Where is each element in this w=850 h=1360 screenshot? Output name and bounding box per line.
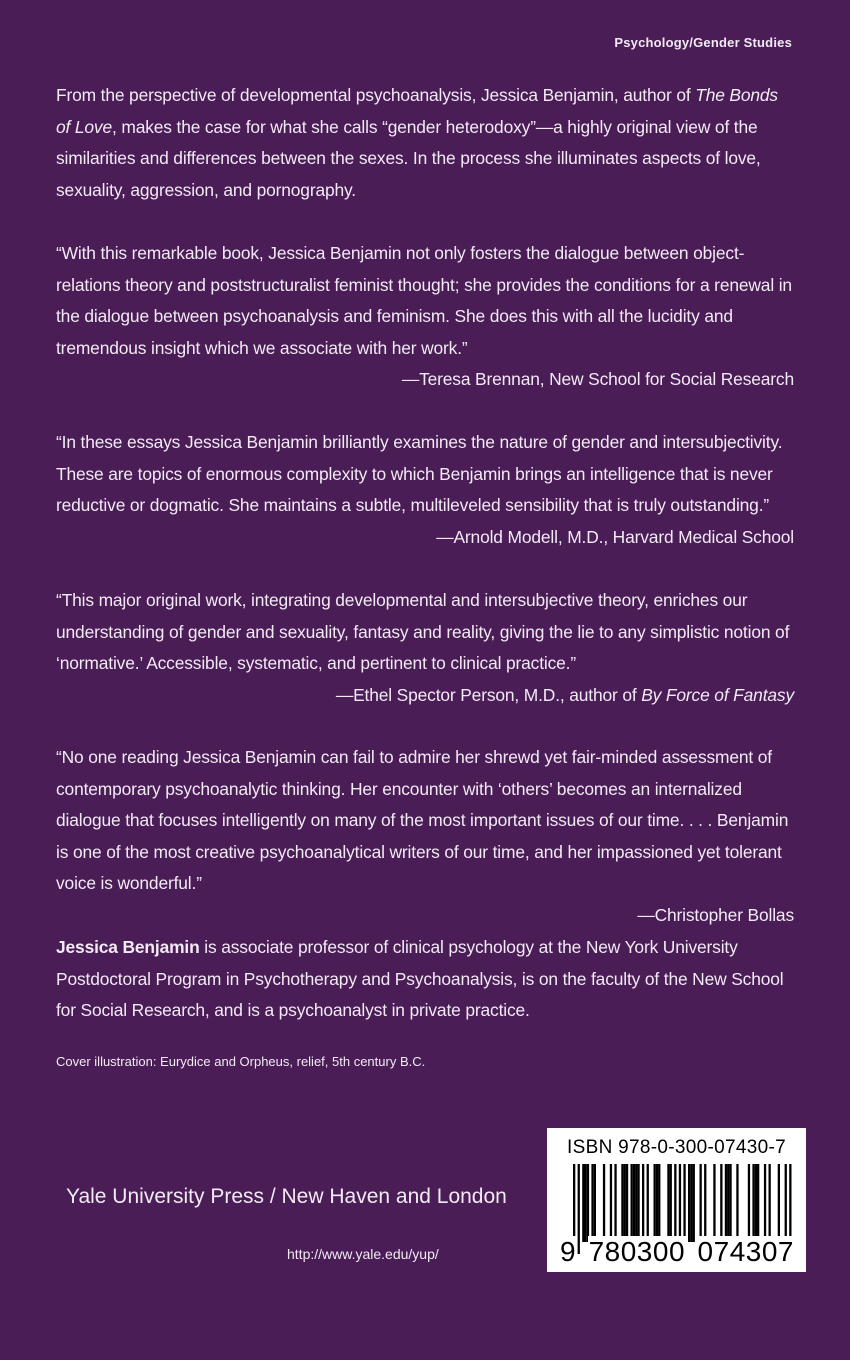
barcode-bar: [582, 1164, 584, 1242]
barcode-bar: [764, 1164, 766, 1242]
barcode-bar: [688, 1164, 690, 1242]
barcode-bar: [667, 1164, 669, 1242]
barcode-digits-right: 074307: [697, 1236, 794, 1267]
quote-block: [56, 585, 794, 711]
barcode-digits: [559, 1236, 795, 1268]
barcode-bar: [591, 1164, 593, 1242]
intro-text-after: , makes the case for what she calls “gender heterodoxy”—a highly original view of the similarities and differences between the sexes. In the process she illuminates aspects of love, sexuality, aggression, and pornography.: [56, 116, 761, 200]
barcode-bar: [621, 1164, 623, 1242]
quote-attribution: —Arnold Modell, M.D., Harvard Medical School: [436, 526, 794, 547]
quote-attribution: —Teresa Brennan, New School for Social Research: [401, 369, 794, 389]
barcode-bar: [720, 1164, 722, 1242]
barcode-digits-left: 780300: [588, 1236, 686, 1267]
barcode-bar: [693, 1164, 695, 1242]
quote-attribution: —Christopher Bollas: [637, 904, 794, 925]
barcode-bar: [594, 1164, 596, 1242]
barcode-bar: [656, 1164, 658, 1242]
intro-text-before: From the perspective of developmental psychoanalysis, Jessica Benjamin, author of: [56, 85, 696, 105]
quote-block: [56, 427, 794, 553]
barcode-bar: [769, 1164, 771, 1242]
barcode-bar: [642, 1164, 644, 1242]
barcode-digit-first: 9: [560, 1236, 577, 1267]
author-bio: [56, 932, 794, 1027]
barcode-bar: [658, 1164, 660, 1242]
barcode-bar: [626, 1164, 628, 1242]
quote-text: “In these essays Jessica Benjamin brilliantly examines the nature of gender and intersubjectivity. These are topics of enormous complexity to which Benjamin brings an intelligence that is never reductive or dogmatic. She maintains a subtle, multileveled sensibility that is truly outstanding.”: [56, 432, 783, 515]
barcode-bar: [752, 1164, 754, 1242]
barcode-bar: [647, 1164, 649, 1242]
barcode-bar: [727, 1164, 729, 1242]
cover-credit: Cover illustration: Eurydice and Orpheus, relief, 5th century B.C.: [56, 1054, 426, 1069]
quote-text: “This major original work, integrating developmental and intersubjective theory, enriches our understanding of gender and sexuality, fantasy and reality, giving the lie to any simplistic notion of ‘normative.’ Accessible, systematic, and pertinent to clinical practice.”: [56, 590, 790, 673]
intro-book-title: The Bonds of Love: [56, 85, 778, 137]
barcode-bar: [700, 1164, 702, 1242]
barcode-bar: [635, 1164, 637, 1242]
quote-text: “With this remarkable book, Jessica Benjamin not only fosters the dialogue between object-relations theory and poststructuralist feminist thought; she provides the conditions for a renewal in the dialogue between psychoanalysis and feminism. She does this with all the lucidity and tremendous insight which we associate with her work.”: [56, 243, 792, 358]
barcode-bar: [674, 1164, 676, 1242]
attribution-book-title: By Force of Fantasy: [641, 684, 794, 705]
barcode-bar: [725, 1164, 727, 1242]
category-label: Psychology/Gender Studies: [614, 35, 792, 50]
publisher-url: http://www.yale.edu/yup/: [287, 1246, 439, 1262]
barcode-bar: [729, 1164, 731, 1242]
barcode-panel: [547, 1128, 806, 1272]
attribution-prefix: —Ethel Spector Person, M.D., author of: [335, 684, 642, 705]
barcode-bar: [610, 1164, 612, 1242]
author-bio-text: is associate professor of clinical psychology at the New York University Postdoctoral Program in Psychotherapy and Psychoanalysis, is on the faculty of the New School for Social Research, and is a psychoanalyst in private practice.: [56, 937, 784, 1020]
barcode-bar: [670, 1164, 672, 1242]
publisher-line: Yale University Press / New Haven and London: [66, 1185, 507, 1208]
barcode-bar: [654, 1164, 656, 1242]
barcode-bar: [633, 1164, 635, 1242]
barcode-bar: [757, 1164, 759, 1242]
intro-paragraph: [56, 80, 794, 206]
barcode-bar: [736, 1164, 738, 1242]
barcode-bar: [603, 1164, 605, 1242]
isbn-label: ISBN 978-0-300-07430-7: [567, 1137, 786, 1158]
author-name: Jessica Benjamin: [56, 937, 200, 957]
barcode-bar: [637, 1164, 639, 1242]
barcode-bar: [585, 1164, 587, 1242]
quote-attribution: [56, 680, 794, 712]
barcode-bar: [748, 1164, 750, 1242]
barcode-bar: [713, 1164, 715, 1242]
barcode-bar: [614, 1164, 616, 1242]
barcode-bar: [587, 1164, 589, 1242]
barcode-bar: [778, 1164, 780, 1242]
barcode-bar: [755, 1164, 757, 1242]
quote-block: [56, 742, 794, 931]
quote-text: “No one reading Jessica Benjamin can fail to admire her shrewd yet fair-minded assessment of contemporary psychoanalytic thinking. Her encounter with ‘others’ becomes an internalized dialogue that focuses intelligently on many of the most important issues of our time. . . . Benjamin is one of the most creative psychoanalytical writers of our time, and her impassioned yet tolerant voice is wonderful.”: [56, 747, 789, 893]
barcode-bar: [624, 1164, 626, 1242]
quote-block: [56, 238, 794, 396]
barcode-bar: [704, 1164, 706, 1242]
barcode-bar: [690, 1164, 692, 1242]
barcode-bar: [631, 1164, 633, 1242]
